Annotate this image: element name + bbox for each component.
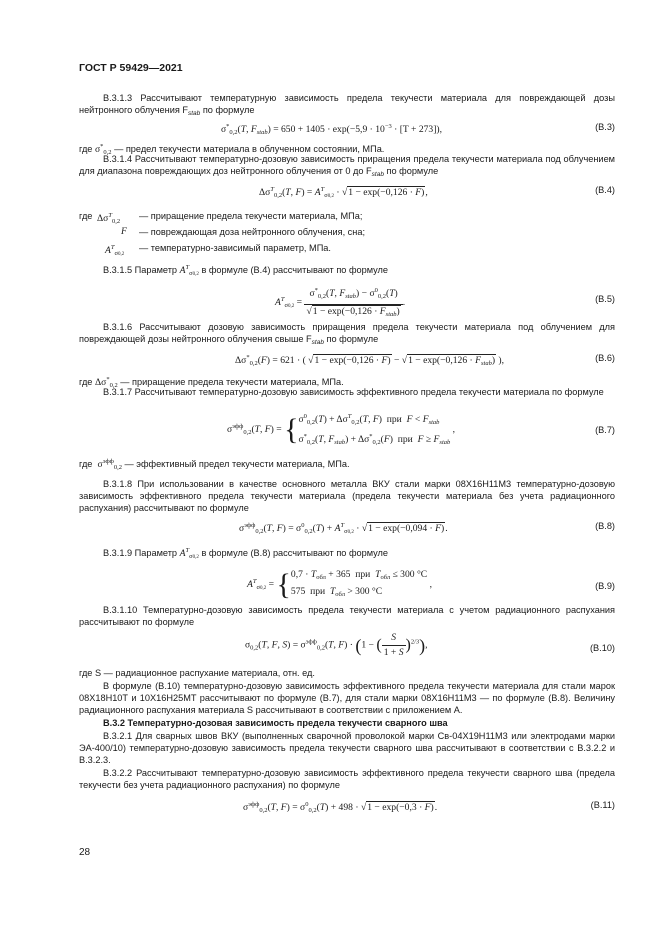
paragraph-b317: В.3.1.7 Рассчитывают температурно-дозовую зависимость эффективного предела текучести материала по формуле <box>103 387 604 397</box>
paragraph-b322: В.3.2.2 Рассчитывают температурно-дозовую зависимость эффективного предела текучести сварного шва (предела текучести без учета радиационного распухания) по формуле <box>79 768 615 790</box>
paragraph-b319: В.3.1.9 Параметр $A^T_{\sigma 0,2}$ в формуле (В.8) рассчитывают по формуле <box>103 547 389 560</box>
paragraph-b315: В.3.1.5 Параметр $A^T_{\sigma 0,2}$ в формуле (В.4) рассчитывают по формуле <box>103 264 389 277</box>
paragraph-b318: В.3.1.8 При использовании в качестве основного металла ВКУ стали марки 08Х16Н11М3 температурно-дозовую зависимость эффективного предела текучести материала (предела текучести материала без учета радиационного распухания) рассчитывают по формуле <box>79 479 615 513</box>
definition-b3: где $\sigma^*_{0,2}$ — предел текучести материала в облученном состоянии, МПа. <box>79 143 385 156</box>
paragraph-b316: В.3.1.6 Рассчитывают дозовую зависимость приращения предела текучести материала под облучением для повреждающей дозы нейтронного облучения свыше $F_{stab}$ по формуле <box>79 322 615 346</box>
definition-b7: где $\sigma^{эфф}_{0,2}$ — эффективный предел текучести материала, МПа. <box>79 458 350 471</box>
document-header: ГОСТ Р 59429—2021 <box>79 62 183 74</box>
paragraph-b313: В.3.1.3 Рассчитывают температурную зависимость предела текучести материала для повреждающей дозы нейтронного облучения $F_{stab}$ по формуле <box>79 93 615 117</box>
page-number: 28 <box>79 847 91 858</box>
definition-b10: где S — радиационное распухание материала, отн. ед. <box>79 668 315 678</box>
paragraph-b321: В.3.2.1 Для сварных швов ВКУ (выполненных сварочной проволокой марки Св-04Х19Н11М3 или электродами марки ЭА-400/10) температурно-дозовую зависимость предела текучести сварного шва рассчитывают в соответствии с В.3.2.2 и В.3.2.3. <box>79 731 615 765</box>
paragraph-b10-note: В формуле (В.10) температурно-дозовую зависимость эффективного предела текучести материала для стали марок 08Х18Н10Т и 10Х16Н25МТ рассчитывают по формуле (В.7), для стали марки 08Х16Н11М3 — по формуле (В.8). Величину радиационного распухания материала S рассчитывают в соответствии с приложением А. <box>79 681 615 715</box>
paragraph-b3110: В.3.1.10 Температурно-дозовую зависимость предела текучести материала с учетом радиационного распухания рассчитывают по формуле <box>79 605 615 627</box>
section-heading-b32: В.3.2 Температурно-дозовая зависимость предела текучести сварного шва <box>103 718 448 728</box>
definition-b6: где $\Delta\sigma^*_{0,2}$ — приращение предела текучести материала, МПа. <box>79 376 344 389</box>
paragraph-b314: В.3.1.4 Рассчитывают температурно-дозовую зависимость приращения предела текучести материала под облучением для диапазона повреждающих доз нейтронного облучения от 0 до $F_{stab}$ по формуле <box>79 154 615 178</box>
